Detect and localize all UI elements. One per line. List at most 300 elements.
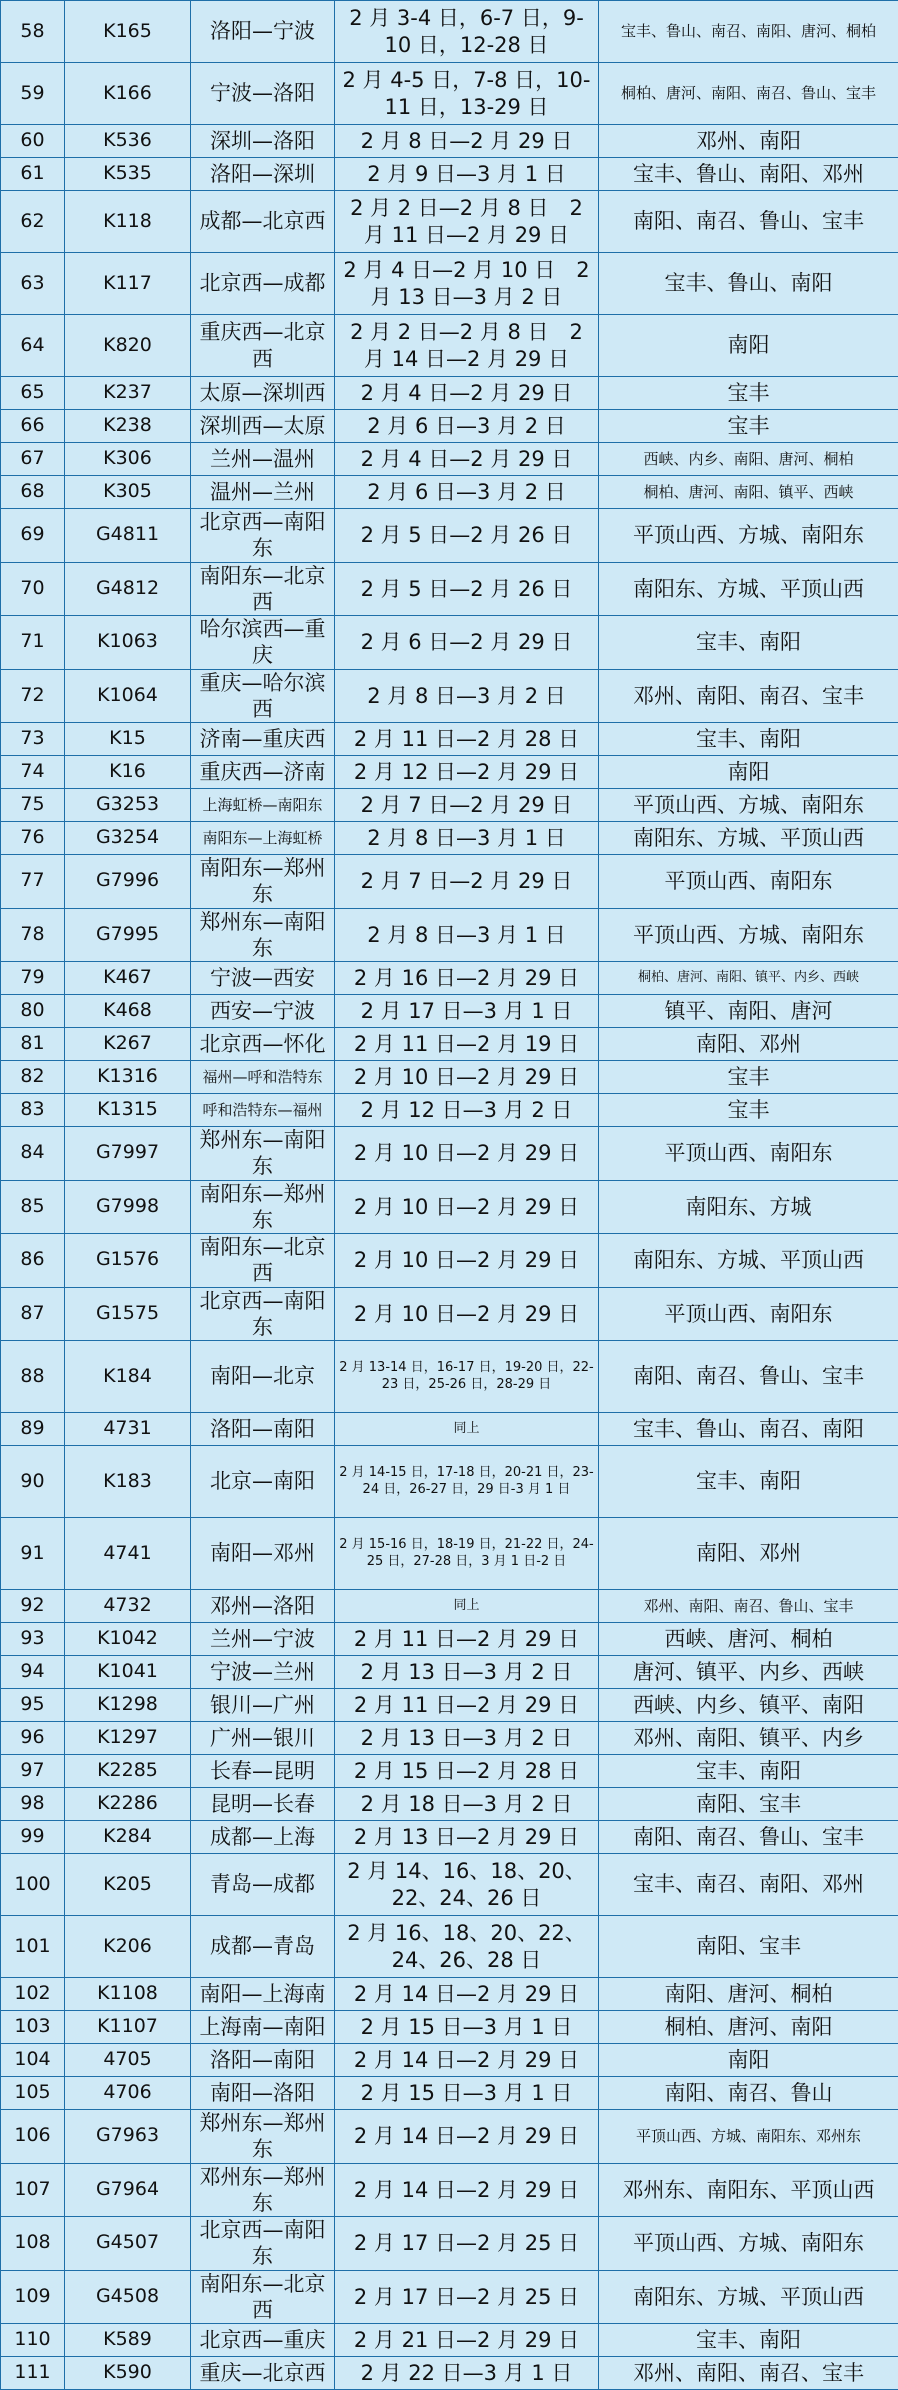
- train-number-cell: G4811: [65, 509, 191, 563]
- date-cell: 2 月 13 日—2 月 29 日: [335, 1821, 599, 1854]
- row-number-cell: 81: [1, 1028, 65, 1061]
- train-number-cell: K206: [65, 1916, 191, 1978]
- train-number-cell: K237: [65, 377, 191, 410]
- row-number-cell: 69: [1, 509, 65, 563]
- date-cell: 2 月 10 日—2 月 29 日: [335, 1234, 599, 1288]
- stops-cell: 平顶山西、方城、南阳东: [599, 789, 898, 822]
- stops-cell: 邓州、南阳、南召、宝丰: [599, 2357, 898, 2390]
- stops-cell: 宝丰、鲁山、南召、南阳: [599, 1413, 898, 1446]
- row-number-cell: 92: [1, 1590, 65, 1623]
- row-number-cell: 79: [1, 962, 65, 995]
- row-number-cell: 103: [1, 2011, 65, 2044]
- route-cell: 南阳—邓州: [191, 1518, 335, 1590]
- route-cell: 北京西—南阳东: [191, 1287, 335, 1341]
- date-cell: 2 月 13-14 日，16-17 日，19-20 日，22-23 日，25-26 日，28-29 日: [335, 1341, 599, 1413]
- train-number-cell: G3254: [65, 822, 191, 855]
- table-row: [1, 509, 898, 563]
- row-number-cell: 64: [1, 315, 65, 377]
- table-row: [1, 1656, 898, 1689]
- row-number-cell: 106: [1, 2110, 65, 2164]
- stops-cell: 宝丰、南阳: [599, 1446, 898, 1518]
- date-cell: 2 月 17 日—2 月 25 日: [335, 2217, 599, 2271]
- stops-cell: 南阳、宝丰: [599, 1916, 898, 1978]
- train-number-cell: G4507: [65, 2217, 191, 2271]
- date-cell: 2 月 4 日—2 月 10 日 2 月 13 日—3 月 2 日: [335, 253, 599, 315]
- stops-cell: 平顶山西、南阳东: [599, 1127, 898, 1181]
- train-number-cell: K1042: [65, 1623, 191, 1656]
- route-cell: 南阳东—北京西: [191, 562, 335, 616]
- stops-cell: 西峡、唐河、桐柏: [599, 1623, 898, 1656]
- row-number-cell: 104: [1, 2044, 65, 2077]
- stops-cell: 平顶山西、方城、南阳东: [599, 2217, 898, 2271]
- date-cell: 2 月 9 日—3 月 1 日: [335, 158, 599, 191]
- train-number-cell: K2285: [65, 1755, 191, 1788]
- row-number-cell: 70: [1, 562, 65, 616]
- date-cell: 2 月 10 日—2 月 29 日: [335, 1061, 599, 1094]
- table-row: [1, 2217, 898, 2271]
- train-number-cell: 4705: [65, 2044, 191, 2077]
- train-number-cell: G4508: [65, 2270, 191, 2324]
- train-number-cell: G7996: [65, 855, 191, 909]
- table-row: [1, 1821, 898, 1854]
- table-row: [1, 2270, 898, 2324]
- route-cell: 西安—宁波: [191, 995, 335, 1028]
- table-row: [1, 1978, 898, 2011]
- train-number-cell: G1575: [65, 1287, 191, 1341]
- route-cell: 长春—昆明: [191, 1755, 335, 1788]
- train-number-cell: K184: [65, 1341, 191, 1413]
- route-cell: 太原—深圳西: [191, 377, 335, 410]
- date-cell: 2 月 5 日—2 月 26 日: [335, 509, 599, 563]
- train-number-cell: K1315: [65, 1094, 191, 1127]
- date-cell: 2 月 15 日—2 月 28 日: [335, 1755, 599, 1788]
- route-cell: 重庆西—济南: [191, 756, 335, 789]
- route-cell: 北京西—南阳东: [191, 2217, 335, 2271]
- table-row: [1, 789, 898, 822]
- stops-cell: 宝丰、南阳: [599, 723, 898, 756]
- route-cell: 邓州—洛阳: [191, 1590, 335, 1623]
- stops-cell: 邓州、南阳、南召、鲁山、宝丰: [599, 1590, 898, 1623]
- table-row: [1, 443, 898, 476]
- route-cell: 成都—北京西: [191, 191, 335, 253]
- row-number-cell: 87: [1, 1287, 65, 1341]
- row-number-cell: 85: [1, 1180, 65, 1234]
- date-cell: 2 月 13 日—3 月 2 日: [335, 1656, 599, 1689]
- table-row: [1, 2357, 898, 2390]
- route-cell: 青岛—成都: [191, 1854, 335, 1916]
- route-cell: 南阳—洛阳: [191, 2077, 335, 2110]
- row-number-cell: 62: [1, 191, 65, 253]
- row-number-cell: 61: [1, 158, 65, 191]
- route-cell: 南阳—上海南: [191, 1978, 335, 2011]
- train-number-cell: K2286: [65, 1788, 191, 1821]
- row-number-cell: 78: [1, 908, 65, 962]
- stops-cell: 南阳东、方城: [599, 1180, 898, 1234]
- train-number-cell: 4732: [65, 1590, 191, 1623]
- route-cell: 南阳东—北京西: [191, 1234, 335, 1288]
- train-number-cell: K1298: [65, 1689, 191, 1722]
- table-row: [1, 562, 898, 616]
- stops-cell: 南阳东、方城、平顶山西: [599, 1234, 898, 1288]
- route-cell: 深圳西—太原: [191, 410, 335, 443]
- train-number-cell: K118: [65, 191, 191, 253]
- stops-cell: 宝丰、南阳: [599, 616, 898, 670]
- train-number-cell: G3253: [65, 789, 191, 822]
- date-cell: 2 月 11 日—2 月 28 日: [335, 723, 599, 756]
- route-cell: 银川—广州: [191, 1689, 335, 1722]
- train-number-cell: K467: [65, 962, 191, 995]
- train-number-cell: K1297: [65, 1722, 191, 1755]
- stops-cell: 南阳: [599, 315, 898, 377]
- train-number-cell: K205: [65, 1854, 191, 1916]
- date-cell: 2 月 14、16、18、20、22、24、26 日: [335, 1854, 599, 1916]
- row-number-cell: 74: [1, 756, 65, 789]
- table-row: [1, 1028, 898, 1061]
- table-row: [1, 63, 898, 125]
- route-cell: 南阳东—上海虹桥: [191, 822, 335, 855]
- date-cell: 同上: [335, 1413, 599, 1446]
- stops-cell: 南阳东、方城、平顶山西: [599, 822, 898, 855]
- route-cell: 北京西—南阳东: [191, 509, 335, 563]
- stops-cell: 宝丰: [599, 1094, 898, 1127]
- date-cell: 2 月 8 日—3 月 1 日: [335, 822, 599, 855]
- train-number-cell: K590: [65, 2357, 191, 2390]
- date-cell: 2 月 8 日—2 月 29 日: [335, 125, 599, 158]
- stops-cell: 宝丰、鲁山、南召、南阳、唐河、桐柏: [599, 1, 898, 63]
- table-row: [1, 1623, 898, 1656]
- row-number-cell: 108: [1, 2217, 65, 2271]
- route-cell: 洛阳—南阳: [191, 2044, 335, 2077]
- train-number-cell: G7995: [65, 908, 191, 962]
- row-number-cell: 95: [1, 1689, 65, 1722]
- date-cell: 2 月 4 日—2 月 29 日: [335, 443, 599, 476]
- train-number-cell: G4812: [65, 562, 191, 616]
- stops-cell: 南阳东、方城、平顶山西: [599, 2270, 898, 2324]
- stops-cell: 南阳、邓州: [599, 1028, 898, 1061]
- route-cell: 南阳—北京: [191, 1341, 335, 1413]
- row-number-cell: 101: [1, 1916, 65, 1978]
- stops-cell: 西峡、内乡、镇平、南阳: [599, 1689, 898, 1722]
- row-number-cell: 63: [1, 253, 65, 315]
- date-cell: 2 月 15-16 日，18-19 日，21-22 日，24-25 日，27-28 日，3 月 1 日-2 日: [335, 1518, 599, 1590]
- table-row: [1, 1234, 898, 1288]
- table-row: [1, 1854, 898, 1916]
- table-row: [1, 377, 898, 410]
- stops-cell: 桐柏、唐河、南阳、镇平、内乡、西峡: [599, 962, 898, 995]
- route-cell: 宁波—兰州: [191, 1656, 335, 1689]
- route-cell: 洛阳—宁波: [191, 1, 335, 63]
- row-number-cell: 99: [1, 1821, 65, 1854]
- row-number-cell: 107: [1, 2163, 65, 2217]
- row-number-cell: 83: [1, 1094, 65, 1127]
- row-number-cell: 59: [1, 63, 65, 125]
- route-cell: 哈尔滨西—重庆: [191, 616, 335, 670]
- row-number-cell: 110: [1, 2324, 65, 2357]
- stops-cell: 宝丰: [599, 410, 898, 443]
- route-cell: 南阳东—郑州东: [191, 855, 335, 909]
- table-row: [1, 1094, 898, 1127]
- row-number-cell: 109: [1, 2270, 65, 2324]
- date-cell: 2 月 11 日—2 月 19 日: [335, 1028, 599, 1061]
- train-number-cell: K267: [65, 1028, 191, 1061]
- stops-cell: 西峡、内乡、南阳、唐河、桐柏: [599, 443, 898, 476]
- row-number-cell: 58: [1, 1, 65, 63]
- train-number-cell: G7964: [65, 2163, 191, 2217]
- date-cell: 2 月 21 日—2 月 29 日: [335, 2324, 599, 2357]
- row-number-cell: 102: [1, 1978, 65, 2011]
- table-row: [1, 1, 898, 63]
- stops-cell: 桐柏、唐河、南阳: [599, 2011, 898, 2044]
- train-number-cell: K820: [65, 315, 191, 377]
- train-number-cell: K305: [65, 476, 191, 509]
- table-row: [1, 1916, 898, 1978]
- route-cell: 洛阳—南阳: [191, 1413, 335, 1446]
- train-number-cell: K589: [65, 2324, 191, 2357]
- date-cell: 2 月 14 日—2 月 29 日: [335, 2044, 599, 2077]
- stops-cell: 邓州东、南阳东、平顶山西: [599, 2163, 898, 2217]
- date-cell: 2 月 11 日—2 月 29 日: [335, 1689, 599, 1722]
- route-cell: 北京—南阳: [191, 1446, 335, 1518]
- table-row: [1, 253, 898, 315]
- date-cell: 2 月 7 日—2 月 29 日: [335, 855, 599, 909]
- date-cell: 2 月 13 日—3 月 2 日: [335, 1722, 599, 1755]
- route-cell: 福州—呼和浩特东: [191, 1061, 335, 1094]
- row-number-cell: 97: [1, 1755, 65, 1788]
- date-cell: 2 月 6 日—2 月 29 日: [335, 616, 599, 670]
- date-cell: 2 月 16、18、20、22、24、26、28 日: [335, 1916, 599, 1978]
- stops-cell: 平顶山西、方城、南阳东: [599, 908, 898, 962]
- route-cell: 南阳东—郑州东: [191, 1180, 335, 1234]
- train-number-cell: 4731: [65, 1413, 191, 1446]
- date-cell: 2 月 14-15 日，17-18 日，20-21 日，23-24 日，26-27 日，29 日-3 月 1 日: [335, 1446, 599, 1518]
- table-row: [1, 1722, 898, 1755]
- stops-cell: 平顶山西、南阳东: [599, 855, 898, 909]
- stops-cell: 南阳: [599, 756, 898, 789]
- route-cell: 呼和浩特东—福州: [191, 1094, 335, 1127]
- table-row: [1, 315, 898, 377]
- date-cell: 2 月 22 日—3 月 1 日: [335, 2357, 599, 2390]
- train-number-cell: K284: [65, 1821, 191, 1854]
- row-number-cell: 66: [1, 410, 65, 443]
- date-cell: 2 月 17 日—2 月 25 日: [335, 2270, 599, 2324]
- table-row: [1, 2110, 898, 2164]
- route-cell: 宁波—西安: [191, 962, 335, 995]
- schedule-rows: [1, 1, 898, 2390]
- train-number-cell: G7963: [65, 2110, 191, 2164]
- table-row: [1, 756, 898, 789]
- date-cell: 2 月 7 日—2 月 29 日: [335, 789, 599, 822]
- train-number-cell: K165: [65, 1, 191, 63]
- table-row: [1, 2044, 898, 2077]
- table-row: [1, 1180, 898, 1234]
- row-number-cell: 94: [1, 1656, 65, 1689]
- date-cell: 2 月 16 日—2 月 29 日: [335, 962, 599, 995]
- table-row: [1, 962, 898, 995]
- route-cell: 成都—上海: [191, 1821, 335, 1854]
- date-cell: 2 月 3-4 日，6-7 日，9-10 日，12-28 日: [335, 1, 599, 63]
- row-number-cell: 84: [1, 1127, 65, 1181]
- table-row: [1, 616, 898, 670]
- row-number-cell: 111: [1, 2357, 65, 2390]
- stops-cell: 宝丰、南召、南阳、邓州: [599, 1854, 898, 1916]
- row-number-cell: 88: [1, 1341, 65, 1413]
- row-number-cell: 89: [1, 1413, 65, 1446]
- date-cell: 2 月 10 日—2 月 29 日: [335, 1287, 599, 1341]
- row-number-cell: 75: [1, 789, 65, 822]
- date-cell: 2 月 12 日—2 月 29 日: [335, 756, 599, 789]
- date-cell: 2 月 10 日—2 月 29 日: [335, 1180, 599, 1234]
- row-number-cell: 86: [1, 1234, 65, 1288]
- stops-cell: 唐河、镇平、内乡、西峡: [599, 1656, 898, 1689]
- table-row: [1, 1590, 898, 1623]
- route-cell: 南阳东—北京西: [191, 2270, 335, 2324]
- train-number-cell: K16: [65, 756, 191, 789]
- table-row: [1, 1061, 898, 1094]
- train-number-cell: K1316: [65, 1061, 191, 1094]
- route-cell: 兰州—宁波: [191, 1623, 335, 1656]
- train-number-cell: G7997: [65, 1127, 191, 1181]
- date-cell: 2 月 14 日—2 月 29 日: [335, 2163, 599, 2217]
- table-row: [1, 2324, 898, 2357]
- route-cell: 郑州东—南阳东: [191, 908, 335, 962]
- train-number-cell: 4741: [65, 1518, 191, 1590]
- stops-cell: 宝丰、南阳: [599, 1755, 898, 1788]
- train-number-cell: K117: [65, 253, 191, 315]
- table-row: [1, 1518, 898, 1590]
- route-cell: 郑州东—南阳东: [191, 1127, 335, 1181]
- route-cell: 北京西—怀化: [191, 1028, 335, 1061]
- date-cell: 2 月 4-5 日，7-8 日，10-11 日，13-29 日: [335, 63, 599, 125]
- stops-cell: 宝丰、鲁山、南阳: [599, 253, 898, 315]
- table-row: [1, 995, 898, 1028]
- table-row: [1, 1287, 898, 1341]
- stops-cell: 平顶山西、南阳东: [599, 1287, 898, 1341]
- row-number-cell: 68: [1, 476, 65, 509]
- date-cell: 2 月 5 日—2 月 26 日: [335, 562, 599, 616]
- date-cell: 2 月 8 日—3 月 1 日: [335, 908, 599, 962]
- train-number-cell: K536: [65, 125, 191, 158]
- row-number-cell: 60: [1, 125, 65, 158]
- route-cell: 邓州东—郑州东: [191, 2163, 335, 2217]
- stops-cell: 邓州、南阳、南召、宝丰: [599, 669, 898, 723]
- train-number-cell: K1064: [65, 669, 191, 723]
- date-cell: 2 月 4 日—2 月 29 日: [335, 377, 599, 410]
- table-row: [1, 125, 898, 158]
- row-number-cell: 72: [1, 669, 65, 723]
- train-number-cell: K468: [65, 995, 191, 1028]
- route-cell: 重庆—北京西: [191, 2357, 335, 2390]
- table-row: [1, 476, 898, 509]
- date-cell: 2 月 6 日—3 月 2 日: [335, 410, 599, 443]
- date-cell: 2 月 15 日—3 月 1 日: [335, 2077, 599, 2110]
- date-cell: 2 月 2 日—2 月 8 日 2 月 14 日—2 月 29 日: [335, 315, 599, 377]
- table-row: [1, 855, 898, 909]
- route-cell: 深圳—洛阳: [191, 125, 335, 158]
- row-number-cell: 82: [1, 1061, 65, 1094]
- date-cell: 2 月 18 日—3 月 2 日: [335, 1788, 599, 1821]
- train-number-cell: K306: [65, 443, 191, 476]
- train-number-cell: K166: [65, 63, 191, 125]
- table-row: [1, 1341, 898, 1413]
- route-cell: 温州—兰州: [191, 476, 335, 509]
- stops-cell: 南阳、唐河、桐柏: [599, 1978, 898, 2011]
- train-number-cell: K535: [65, 158, 191, 191]
- row-number-cell: 105: [1, 2077, 65, 2110]
- table-row: [1, 723, 898, 756]
- stops-cell: 邓州、南阳: [599, 125, 898, 158]
- row-number-cell: 67: [1, 443, 65, 476]
- stops-cell: 邓州、南阳、镇平、内乡: [599, 1722, 898, 1755]
- train-number-cell: G7998: [65, 1180, 191, 1234]
- stops-cell: 宝丰: [599, 1061, 898, 1094]
- route-cell: 重庆西—北京西: [191, 315, 335, 377]
- row-number-cell: 65: [1, 377, 65, 410]
- stops-cell: 桐柏、唐河、南阳、南召、鲁山、宝丰: [599, 63, 898, 125]
- date-cell: 2 月 10 日—2 月 29 日: [335, 1127, 599, 1181]
- stops-cell: 平顶山西、方城、南阳东: [599, 509, 898, 563]
- stops-cell: 南阳、南召、鲁山、宝丰: [599, 1821, 898, 1854]
- row-number-cell: 100: [1, 1854, 65, 1916]
- stops-cell: 宝丰、南阳: [599, 2324, 898, 2357]
- stops-cell: 平顶山西、方城、南阳东、邓州东: [599, 2110, 898, 2164]
- row-number-cell: 80: [1, 995, 65, 1028]
- date-cell: 2 月 17 日—3 月 1 日: [335, 995, 599, 1028]
- stops-cell: 南阳、邓州: [599, 1518, 898, 1590]
- date-cell: 2 月 2 日—2 月 8 日 2 月 11 日—2 月 29 日: [335, 191, 599, 253]
- route-cell: 北京西—成都: [191, 253, 335, 315]
- route-cell: 郑州东—郑州东: [191, 2110, 335, 2164]
- stops-cell: 宝丰: [599, 377, 898, 410]
- table-row: [1, 410, 898, 443]
- table-row: [1, 1446, 898, 1518]
- row-number-cell: 77: [1, 855, 65, 909]
- row-number-cell: 93: [1, 1623, 65, 1656]
- table-row: [1, 1788, 898, 1821]
- table-row: [1, 1127, 898, 1181]
- table-row: [1, 1413, 898, 1446]
- train-number-cell: K1041: [65, 1656, 191, 1689]
- stops-cell: 宝丰、鲁山、南阳、邓州: [599, 158, 898, 191]
- stops-cell: 南阳、宝丰: [599, 1788, 898, 1821]
- date-cell: 2 月 8 日—3 月 2 日: [335, 669, 599, 723]
- stops-cell: 南阳: [599, 2044, 898, 2077]
- stops-cell: 南阳东、方城、平顶山西: [599, 562, 898, 616]
- route-cell: 宁波—洛阳: [191, 63, 335, 125]
- date-cell: 2 月 15 日—3 月 1 日: [335, 2011, 599, 2044]
- row-number-cell: 76: [1, 822, 65, 855]
- table-row: [1, 822, 898, 855]
- row-number-cell: 91: [1, 1518, 65, 1590]
- row-number-cell: 90: [1, 1446, 65, 1518]
- route-cell: 上海虹桥—南阳东: [191, 789, 335, 822]
- table-row: [1, 1755, 898, 1788]
- stops-cell: 南阳、南召、鲁山、宝丰: [599, 1341, 898, 1413]
- train-number-cell: 4706: [65, 2077, 191, 2110]
- route-cell: 洛阳—深圳: [191, 158, 335, 191]
- stops-cell: 南阳、南召、鲁山: [599, 2077, 898, 2110]
- route-cell: 重庆—哈尔滨西: [191, 669, 335, 723]
- train-number-cell: K1108: [65, 1978, 191, 2011]
- row-number-cell: 73: [1, 723, 65, 756]
- train-number-cell: K183: [65, 1446, 191, 1518]
- train-number-cell: K1107: [65, 2011, 191, 2044]
- route-cell: 济南—重庆西: [191, 723, 335, 756]
- row-number-cell: 96: [1, 1722, 65, 1755]
- stops-cell: 南阳、南召、鲁山、宝丰: [599, 191, 898, 253]
- table-row: [1, 1689, 898, 1722]
- route-cell: 北京西—重庆: [191, 2324, 335, 2357]
- date-cell: 2 月 14 日—2 月 29 日: [335, 2110, 599, 2164]
